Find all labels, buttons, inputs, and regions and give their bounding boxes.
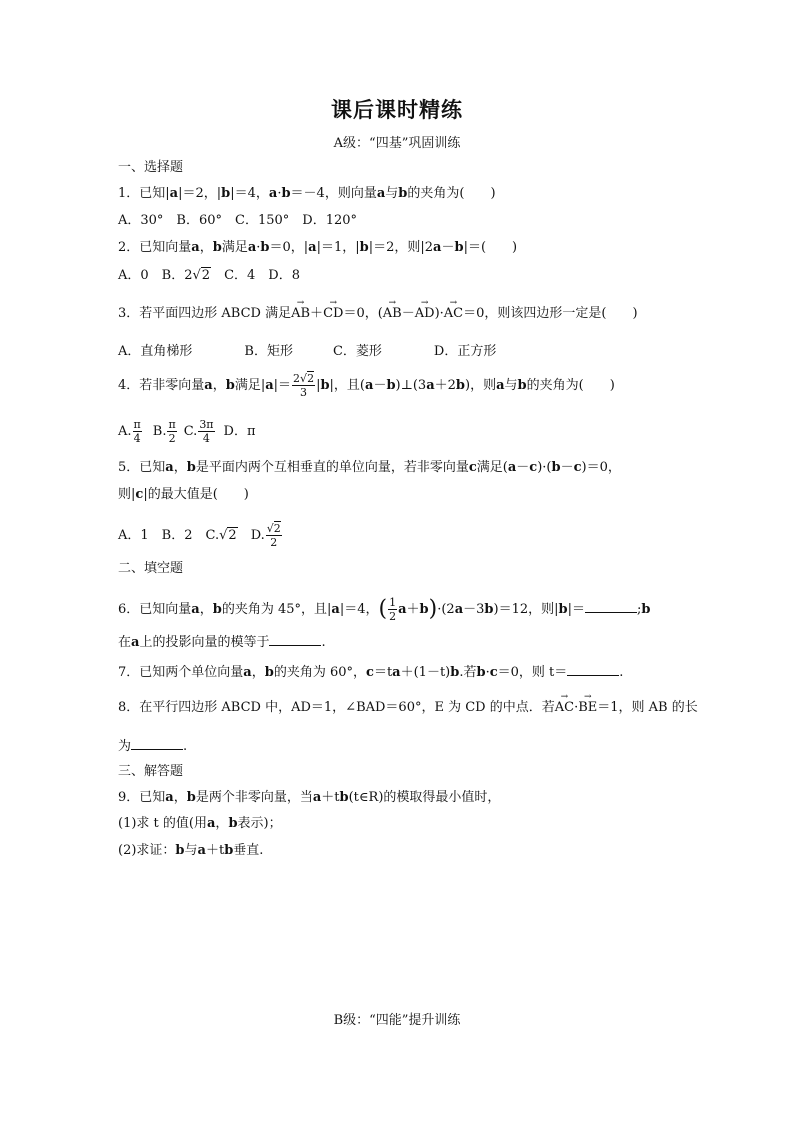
q2-options: A．0 B．2√2 C．4 D．8 [118, 268, 300, 283]
q5-options: A．1 B．2 C.√2 D. $\frac{√2}{2}$ [118, 522, 281, 549]
q7-stem: 7．已知两个单位向量a，b的夹角为 60°，c＝ta＋(1－t)b.若b·c＝0，则 t＝ . [118, 665, 624, 680]
q1-stem: 1．已知|a|＝2，|b|＝4，a·b＝－4，则向量a与b的夹角为( ) [118, 186, 496, 201]
q9-part2: (2)求证：b与a＋tb垂直. [118, 843, 264, 858]
q3-stem: 3．若平面四边形 ABCD 满足→ AB＋→ CD＝0，(→ AB－→ AD)·→ AC＝0，则该四边形一定是( ) [118, 306, 638, 322]
q8-stem: 8．在平行四边形 ABCD 中，AD＝1，∠BAD＝60°，E 为 CD 的中点．若→ AC·→ BE＝1，则 AB 的长 [118, 700, 698, 716]
q4-stem: 4．若非零向量a，b满足|a|＝ $\frac{2√2}{3}$ |b|，且(a－b)⊥(3a＋2b)，则a与b的夹角为( ) [118, 372, 615, 399]
q5-stem-line1: 5．已知a，b是平面内两个互相垂直的单位向量，若非零向量c满足(a－c)·(b－c)＝0， [118, 460, 621, 475]
page-title: 课后课时精练 [331, 97, 463, 122]
q6-stem-line2: 在a上的投影向量的模等于 . [118, 635, 326, 650]
answer-blank[interactable] [269, 633, 321, 646]
answer-blank[interactable] [585, 600, 637, 613]
fraction: $\frac{2√2}{3}$ [293, 372, 315, 399]
level-a-heading: A级：“四基”巩固训练 [333, 136, 461, 151]
q1-options: A．30° B．60° C．150° D．120° [118, 213, 358, 228]
q2-stem: 2．已知向量a，b满足a·b＝0，|a|＝1，|b|＝2，则|2a－b|＝( ) [118, 240, 518, 255]
answer-blank[interactable] [567, 663, 619, 676]
q6-stem: 6．已知向量a，b的夹角为 45°，且|a|＝4，( $\frac{1}{2}$ a＋b)·(2a－3b)＝12，则|b|＝ ;b [118, 596, 651, 623]
q8-stem-line2: 为 . [118, 739, 188, 754]
answer-blank[interactable] [131, 737, 183, 750]
q4-options: A. $\frac{\pi}{4}$ B. $\frac{\pi}{2}$ C. $\frac{3\pi}{4}$ D．π [118, 418, 256, 445]
section-fill: 二、填空题 [118, 561, 184, 576]
q3-options: A．直角梯形 B．矩形 C．菱形 D．正方形 [118, 344, 497, 359]
q9-stem: 9．已知a，b是两个非零向量，当a＋tb(t∈R)的模取得最小值时， [118, 790, 501, 805]
q9-part1: (1)求 t 的值(用a，b表示)； [118, 816, 282, 831]
section-answer: 三、解答题 [118, 764, 184, 779]
q5-stem-line2: 则|c|的最大值是( ) [118, 487, 249, 502]
section-choice: 一、选择题 [118, 160, 184, 175]
sqrt-symbol: √2 [192, 268, 211, 283]
level-b-heading: B级：“四能”提升训练 [333, 1013, 461, 1028]
